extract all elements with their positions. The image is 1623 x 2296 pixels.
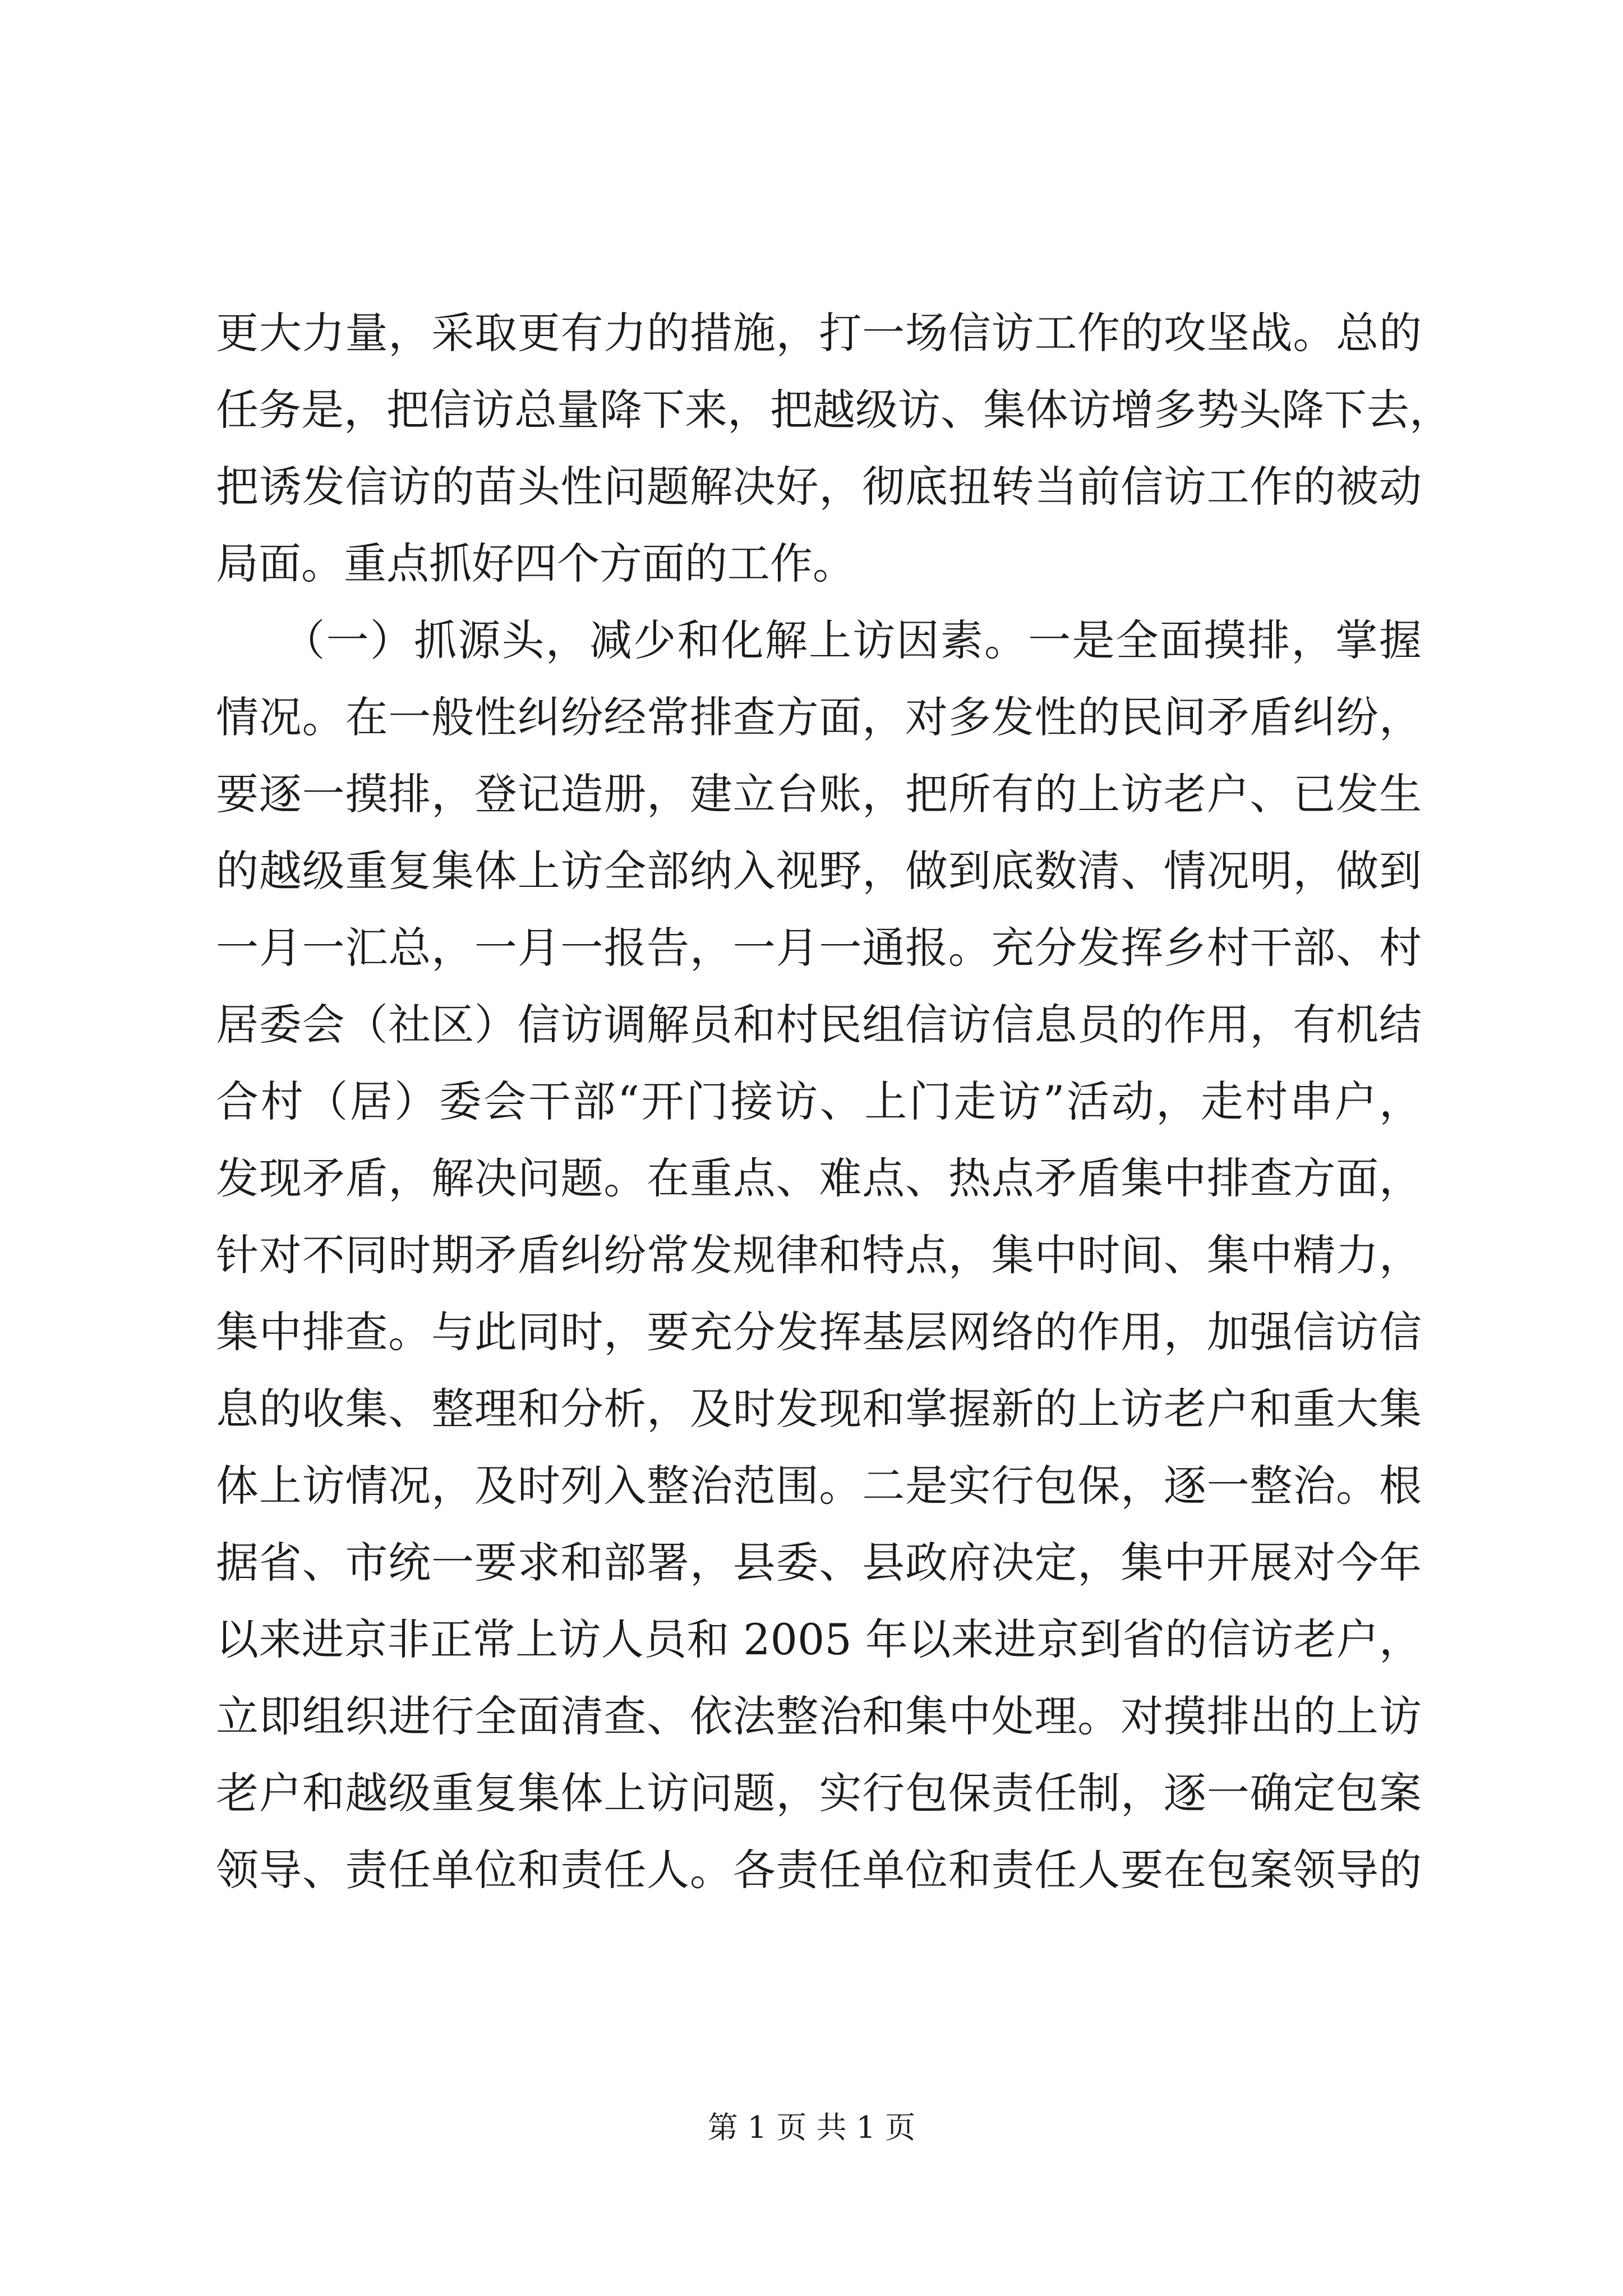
text-line: 发现矛盾，解决问题。在重点、难点、热点矛盾集中排查方面， [216, 1153, 1422, 1203]
text-line: 合村（居）委会干部“开门接访、上门走访”活动，走村串户， [216, 1076, 1422, 1126]
body-text [216, 295, 1452, 1908]
text-line: 针对不同时期矛盾纠纷常发规律和特点，集中时间、集中精力， [216, 1230, 1422, 1280]
page-footer: 第 1 页 共 1 页 [707, 2110, 916, 2145]
text-line: 把诱发信访的苗头性问题解决好，彻底扭转当前信访工作的被动 [216, 462, 1422, 512]
text-line: 情况。在一般性纠纷经常排查方面，对多发性的民间矛盾纠纷， [216, 692, 1422, 742]
text-line: 领导、责任单位和责任人。各责任单位和责任人要在包案领导的 [216, 1845, 1422, 1895]
text-line: 居委会（社区）信访调解员和村民组信访信息员的作用，有机结 [216, 1000, 1422, 1050]
text-line: 一月一汇总，一月一报告，一月一通报。充分发挥乡村干部、村 [216, 923, 1422, 973]
text-line: （一）抓源头，减少和化解上访因素。一是全面摸排，掌握 [216, 615, 1422, 665]
text-line: 集中排查。与此同时，要充分发挥基层网络的作用，加强信访信 [216, 1307, 1422, 1357]
text-line: 要逐一摸排，登记造册，建立台账，把所有的上访老户、已发生 [216, 769, 1422, 819]
text-line: 的越级重复集体上访全部纳入视野，做到底数清、情况明，做到 [216, 846, 1422, 896]
text-line: 立即组织进行全面清查、依法整治和集中处理。对摸排出的上访 [216, 1691, 1422, 1741]
text-line: 更大力量，采取更有力的措施，打一场信访工作的攻坚战。总的 [216, 308, 1422, 358]
text-line: 老户和越级重复集体上访问题，实行包保责任制，逐一确定包案 [216, 1768, 1422, 1818]
text-line: 体上访情况，及时列入整治范围。二是实行包保，逐一整治。根 [216, 1461, 1422, 1511]
text-line: 以来进京非正常上访人员和 2005 年以来进京到省的信访老户， [216, 1614, 1422, 1664]
text-line: 局面。重点抓好四个方面的工作。 [216, 539, 855, 588]
text-line: 息的收集、整理和分析，及时发现和掌握新的上访老户和重大集 [216, 1384, 1422, 1434]
text-line: 据省、市统一要求和部署，县委、县政府决定，集中开展对今年 [216, 1538, 1422, 1588]
text-line: 任务是，把信访总量降下来，把越级访、集体访增多势头降下去， [216, 385, 1452, 435]
